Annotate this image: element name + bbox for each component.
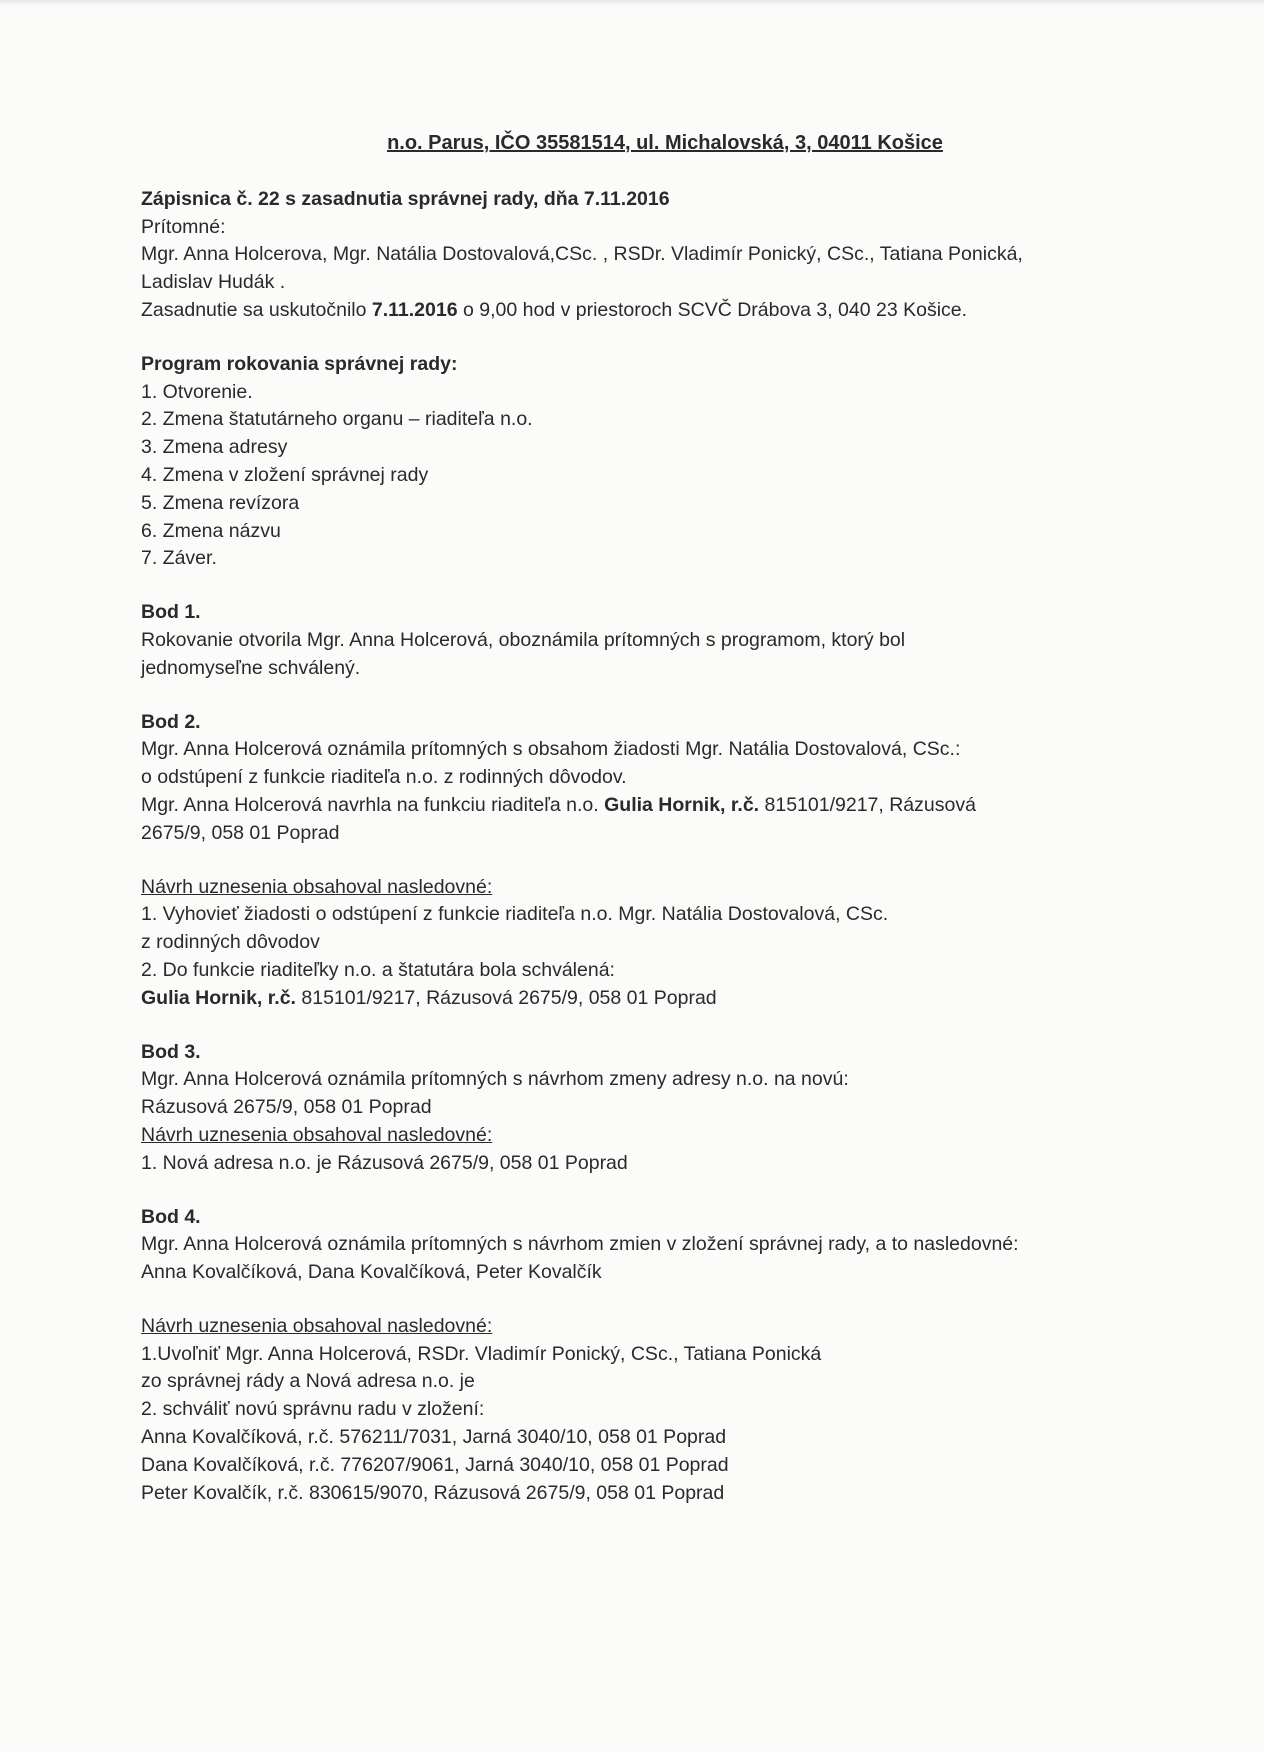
bod4-resolution-1b: zo správnej rády a Nová adresa n.o. je	[141, 1370, 475, 1393]
agenda-item: 5. Zmena revízora	[141, 491, 300, 514]
bod2-line-1: Mgr. Anna Holcerová oznámila prítomných s obsahom žiadosti Mgr. Natália Dostovalová, CSc.:	[141, 738, 961, 761]
agenda-title: Program rokovania správnej rady:	[141, 352, 458, 375]
meeting-date: 7.11.2016	[371, 298, 458, 321]
bod4-resolution-label: Návrh uznesenia obsahoval nasledovné:	[141, 1314, 493, 1337]
present-names-line-1: Mgr. Anna Holcerova, Mgr. Natália Dostovalová,CSc. , RSDr. Vladimír Ponický, CSc., Tatiana Ponická,	[141, 243, 1023, 266]
scan-edge	[0, 0, 1264, 6]
bod3-line-1: Mgr. Anna Holcerová oznámila prítomných s návrhom zmeny adresy n.o. na novú:	[141, 1068, 849, 1091]
bod3-title: Bod 3.	[141, 1040, 201, 1063]
agenda-item: 2. Zmena štatutárneho organu – riaditeľa n.o.	[141, 408, 533, 431]
bod2-candidate-name: Gulia Hornik, r.č.	[604, 793, 760, 816]
bod2-resolution-1: 1. Vyhovieť žiadosti o odstúpení z funkcie riaditeľa n.o. Mgr. Natália Dostovalová, CSc.	[141, 903, 889, 926]
bod2-line-3-suffix: 815101/9217, Rázusová	[759, 793, 976, 816]
bod2-resolution-1b: z rodinných dôvodov	[141, 931, 320, 954]
document-page	[141, 130, 1141, 1507]
agenda-item: 7. Záver.	[141, 547, 217, 570]
bod2-resolution-2: 2. Do funkcie riaditeľky n.o. a štatutára bola schválená:	[141, 958, 615, 981]
bod4-member: Anna Kovalčíková, r.č. 576211/7031, Jarná 3040/10, 058 01 Poprad	[141, 1426, 727, 1449]
bod2-line-3	[141, 792, 1141, 820]
bod4-resolution-1: 1.Uvoľniť Mgr. Anna Holcerová, RSDr. Vladimír Ponický, CSc., Tatiana Ponická	[141, 1342, 822, 1365]
bod1-line-1: Rokovanie otvorila Mgr. Anna Holcerová, oboznámila prítomných s programom, ktorý bol	[141, 628, 906, 651]
present-names-line-2: Ladislav Hudák .	[141, 271, 286, 294]
bod3-line-2: Rázusová 2675/9, 058 01 Poprad	[141, 1096, 432, 1119]
bod4-resolution-2: 2. schváliť novú správnu radu v zložení:	[141, 1398, 485, 1421]
bod3-resolution-label: Návrh uznesenia obsahoval nasledovné:	[141, 1123, 493, 1146]
present-label: Prítomné:	[141, 215, 226, 238]
bod2-resolution-3	[141, 985, 1141, 1013]
bod3-resolution-1: 1. Nová adresa n.o. je Rázusová 2675/9, 058 01 Poprad	[141, 1151, 628, 1174]
agenda-item: 1. Otvorenie.	[141, 380, 253, 403]
bod2-approved-details: 815101/9217, Rázusová 2675/9, 058 01 Poprad	[295, 986, 717, 1009]
document-header: n.o. Parus, IČO 35581514, ul. Michalovská, 3, 04011 Košice	[387, 132, 943, 154]
bod2-approved-name: Gulia Hornik, r.č.	[141, 986, 296, 1009]
bod4-line-2: Anna Kovalčíková, Dana Kovalčíková, Peter Kovalčík	[141, 1261, 602, 1284]
bod2-line-4: 2675/9, 058 01 Poprad	[141, 821, 340, 844]
bod2-resolution-label: Návrh uznesenia obsahoval nasledovné:	[141, 875, 493, 898]
meeting-prefix: Zasadnutie sa uskutočnilo	[141, 298, 372, 321]
bod1-line-2: jednomyseľne schválený.	[141, 656, 361, 679]
minutes-title: Zápisnica č. 22 s zasadnutia správnej rady, dňa 7.11.2016	[141, 187, 670, 210]
bod2-line-3-prefix: Mgr. Anna Holcerová navrhla na funkciu riaditeľa n.o.	[141, 793, 605, 816]
bod4-member: Dana Kovalčíková, r.č. 776207/9061, Jarná 3040/10, 058 01 Poprad	[141, 1453, 729, 1476]
bod4-title: Bod 4.	[141, 1205, 201, 1228]
bod2-line-2: o odstúpení z funkcie riaditeľa n.o. z rodinných dôvodov.	[141, 766, 627, 789]
meeting-info	[141, 297, 1141, 325]
bod4-line-1: Mgr. Anna Holcerová oznámila prítomných s návrhom zmien v zložení správnej rady, a to nasledovné:	[141, 1233, 1019, 1256]
bod1-title: Bod 1.	[141, 601, 201, 624]
bod2-title: Bod 2.	[141, 710, 201, 733]
meeting-suffix: o 9,00 hod v priestoroch SCVČ Drábova 3, 040 23 Košice.	[457, 298, 968, 321]
agenda-item: 4. Zmena v zložení správnej rady	[141, 463, 429, 486]
agenda-item: 3. Zmena adresy	[141, 436, 288, 459]
agenda-item: 6. Zmena názvu	[141, 519, 281, 542]
bod4-member: Peter Kovalčík, r.č. 830615/9070, Rázusová 2675/9, 058 01 Poprad	[141, 1481, 725, 1504]
